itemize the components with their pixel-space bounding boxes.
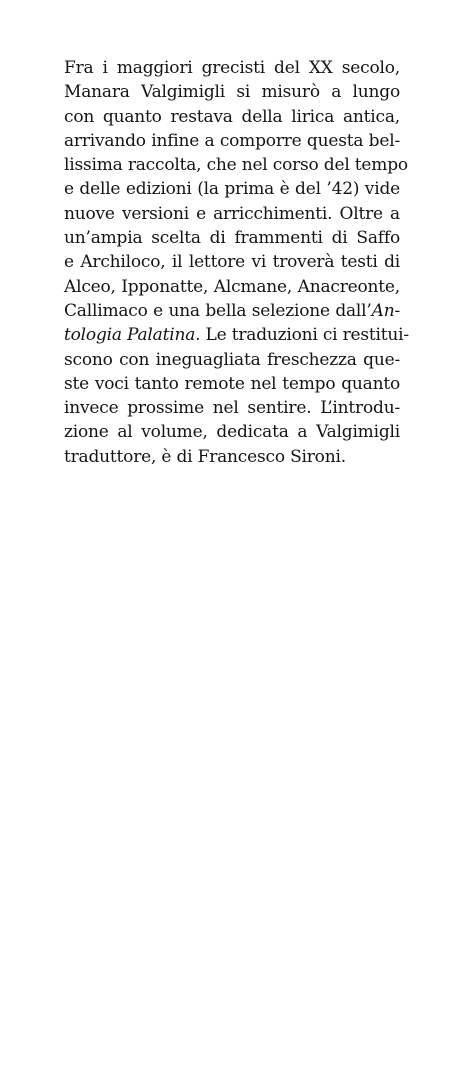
text-segment: nuove versioni e arricchimenti. Oltre a <box>64 203 400 224</box>
italic-text-segment: tologia Palatina <box>64 325 196 346</box>
text-line <box>64 299 400 323</box>
text-line <box>64 250 400 274</box>
text-line <box>64 372 400 396</box>
text-segment: e delle edizioni (la prima è del ’42) vide <box>64 179 400 200</box>
text-line <box>64 396 400 420</box>
italic-text-segment: An- <box>371 300 400 321</box>
text-line <box>64 129 400 153</box>
text-segment: un’ampia scelta di frammenti di Saffo <box>64 228 400 249</box>
text-segment: ste voci tanto remote nel tempo quanto <box>64 373 400 394</box>
text-line <box>64 80 400 104</box>
text-segment: scono con ineguagliata freschezza que- <box>64 349 400 370</box>
text-line <box>64 226 400 250</box>
text-segment: Callimaco e una bella selezione dall’ <box>64 300 372 321</box>
book-blurb-paragraph <box>64 56 409 469</box>
text-segment: lissima raccolta, che nel corso del tempo <box>64 155 408 176</box>
text-line <box>64 348 400 372</box>
text-line <box>64 202 400 226</box>
text-segment: Manara Valgimigli si misurò a lungo <box>64 82 400 103</box>
text-line <box>64 105 400 129</box>
text-line <box>64 275 400 299</box>
text-segment: Fra i maggiori grecisti del XX secolo, <box>64 58 400 78</box>
text-segment: invece prossime nel sentire. L’introdu- <box>64 398 400 419</box>
text-line <box>64 56 400 80</box>
text-line <box>64 420 400 444</box>
text-line <box>64 323 409 347</box>
text-segment: . Le traduzioni ci restitui- <box>195 325 409 346</box>
text-segment: traduttore, è di Francesco Sironi. <box>64 446 346 467</box>
text-segment: Alceo, Ipponatte, Alcmane, Anacreonte, <box>64 276 400 297</box>
text-line <box>64 177 400 201</box>
text-line <box>64 153 408 177</box>
text-segment: arrivando infine a comporre questa bel- <box>64 130 400 151</box>
text-line <box>64 445 400 469</box>
text-segment: e Archiloco, il lettore vi troverà testi di <box>64 252 400 273</box>
text-segment: zione al volume, dedicata a Valgimigli <box>64 422 400 443</box>
text-segment: con quanto restava della lirica antica, <box>64 106 400 127</box>
